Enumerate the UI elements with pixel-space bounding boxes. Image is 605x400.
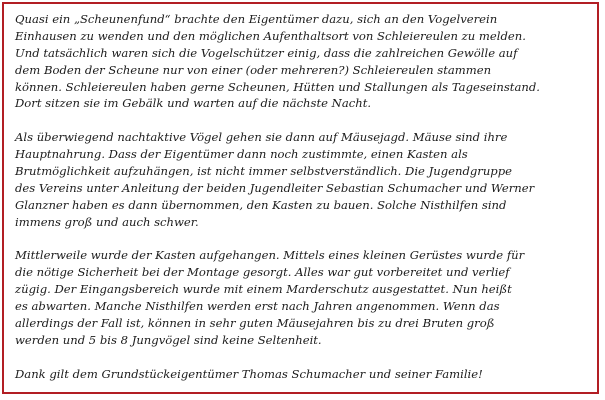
text-line: Als überwiegend nachtaktive Vögel gehen sie dann auf Mäusejagd. Mäuse sind ihre xyxy=(15,130,508,145)
paragraph-1 xyxy=(15,11,595,112)
paragraph-3 xyxy=(15,247,595,348)
paragraph-spacer xyxy=(15,112,595,129)
text-line: allerdings der Fall ist, können in sehr guten Mäusejahren bis zu drei Bruten groß xyxy=(15,316,495,331)
text-line: zügig. Der Eingangsbereich wurde mit einem Marderschutz ausgestattet. Nun heißt xyxy=(15,282,512,297)
paragraph-spacer xyxy=(15,349,595,366)
text-line: des Vereins unter Anleitung der beiden Jugendleiter Sebastian Schumacher und Werner xyxy=(15,180,535,195)
text-line: die nötige Sicherheit bei der Montage gesorgt. Alles war gut vorbereitet und verlief xyxy=(15,265,510,280)
text-line: Quasi ein „Scheunenfund“ brachte den Eigentümer dazu, sich an den Vogelverein xyxy=(15,12,498,26)
text-line: können. Schleiereulen haben gerne Scheunen, Hütten und Stallungen als Tageseinstand. xyxy=(15,79,540,94)
paragraph-2 xyxy=(15,129,595,230)
text-line: Und tatsächlich waren sich die Vogelschützer einig, dass die zahlreichen Gewölle auf xyxy=(15,45,518,60)
text-line: Brutmöglichkeit aufzuhängen, ist nicht immer selbstverständlich. Die Jugendgruppe xyxy=(15,164,513,179)
text-line: es abwarten. Manche Nisthilfen werden erst nach Jahren angenommen. Wenn das xyxy=(15,299,500,314)
text-line: Glanzner haben es dann übernommen, den Kasten zu bauen. Solche Nisthilfen sind xyxy=(15,197,507,212)
text-line: Mittlerweile wurde der Kasten aufgehangen. Mittels eines kleinen Gerüstes wurde für xyxy=(15,248,525,263)
text-line: dem Boden der Scheune nur von einer (oder mehreren?) Schleiereulen stammen xyxy=(15,62,492,77)
text-line: Einhausen zu wenden und den möglichen Aufenthaltsort von Schleiereulen zu melden. xyxy=(15,28,526,43)
article-text xyxy=(15,11,595,383)
text-line: werden und 5 bis 8 Jungvögel sind keine Seltenheit. xyxy=(15,332,322,347)
paragraph-4 xyxy=(15,366,595,383)
text-line: Hauptnahrung. Dass der Eigentümer dann noch zustimmte, einen Kasten als xyxy=(15,147,468,162)
text-line: Dank gilt dem Grundstückeigentümer Thomas Schumacher und seiner Familie! xyxy=(15,366,483,381)
text-line: Dort sitzen sie im Gebälk und warten auf die nächste Nacht. xyxy=(15,96,372,111)
text-line: immens groß und auch schwer. xyxy=(15,214,199,229)
paragraph-spacer xyxy=(15,231,595,248)
